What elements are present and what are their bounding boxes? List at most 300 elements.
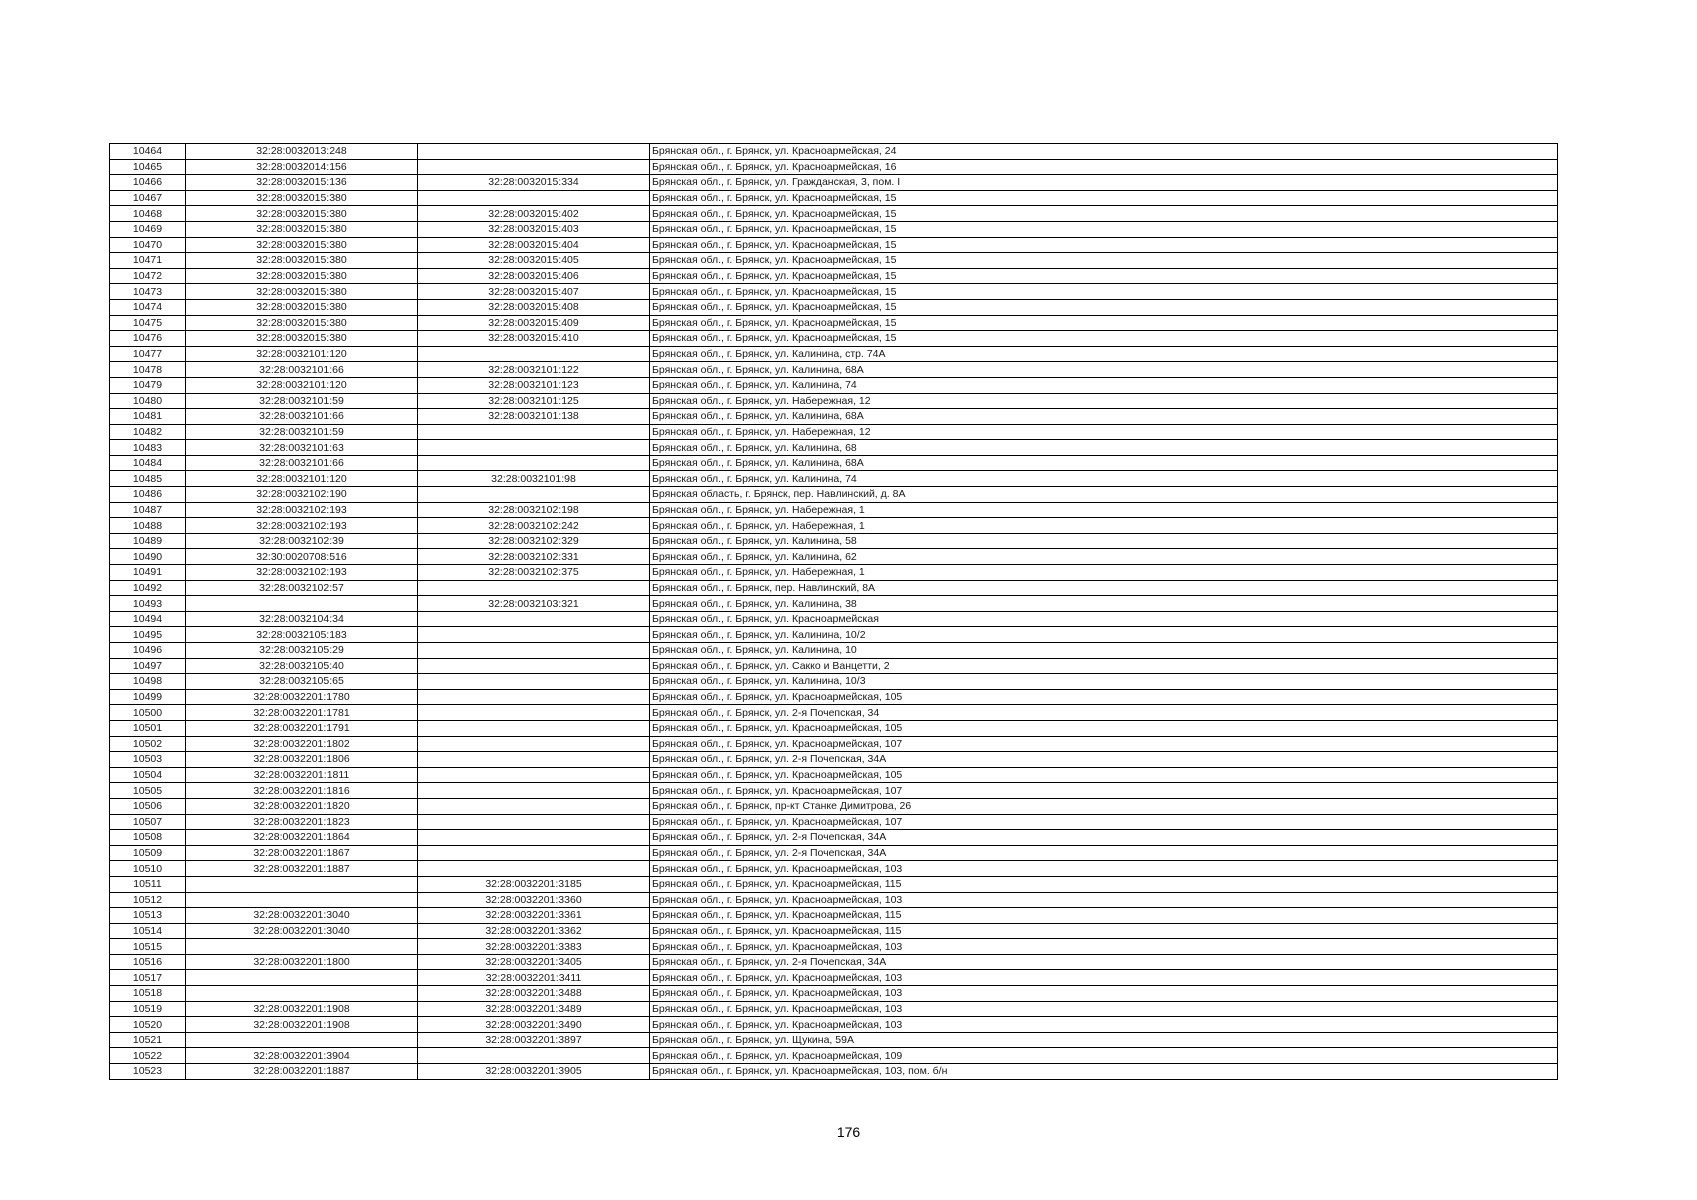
cadastral-table	[109, 143, 1558, 1080]
table-row	[110, 190, 1558, 206]
address-cell: Брянская обл., г. Брянск, ул. Красноармейская, 15	[650, 299, 1558, 315]
table-row	[110, 237, 1558, 253]
row-number-cell: 10512	[110, 892, 186, 908]
parcel-cadastral-number-cell: 32:28:0032101:63	[186, 440, 418, 456]
object-cadastral-number-cell	[418, 752, 650, 768]
row-number-cell: 10477	[110, 346, 186, 362]
table-row	[110, 861, 1558, 877]
parcel-cadastral-number-cell: 32:28:0032201:1887	[186, 861, 418, 877]
table-row	[110, 658, 1558, 674]
object-cadastral-number-cell: 32:28:0032015:334	[418, 175, 650, 191]
row-number-cell: 10510	[110, 861, 186, 877]
object-cadastral-number-cell	[418, 487, 650, 503]
row-number-cell: 10487	[110, 502, 186, 518]
parcel-cadastral-number-cell: 32:28:0032201:1800	[186, 954, 418, 970]
parcel-cadastral-number-cell: 32:28:0032201:1816	[186, 783, 418, 799]
address-cell: Брянская обл., г. Брянск, пер. Навлинский, 8А	[650, 580, 1558, 596]
table-row	[110, 518, 1558, 534]
object-cadastral-number-cell	[418, 798, 650, 814]
address-cell: Брянская обл., г. Брянск, ул. Красноармейская, 15	[650, 331, 1558, 347]
table-row	[110, 689, 1558, 705]
row-number-cell: 10489	[110, 533, 186, 549]
parcel-cadastral-number-cell: 32:28:0032201:3040	[186, 908, 418, 924]
table-row	[110, 175, 1558, 191]
address-cell: Брянская обл., г. Брянск, ул. Красноармейская, 16	[650, 159, 1558, 175]
parcel-cadastral-number-cell: 32:28:0032101:59	[186, 424, 418, 440]
parcel-cadastral-number-cell: 32:30:0020708:516	[186, 549, 418, 565]
row-number-cell: 10493	[110, 596, 186, 612]
row-number-cell: 10498	[110, 674, 186, 690]
row-number-cell: 10467	[110, 190, 186, 206]
object-cadastral-number-cell: 32:28:0032015:407	[418, 284, 650, 300]
address-cell: Брянская обл., г. Брянск, ул. Красноармейская, 115	[650, 923, 1558, 939]
table-row	[110, 736, 1558, 752]
address-cell: Брянская обл., г. Брянск, ул. Красноармейская, 103	[650, 1017, 1558, 1033]
row-number-cell: 10474	[110, 299, 186, 315]
object-cadastral-number-cell: 32:28:0032101:98	[418, 471, 650, 487]
address-cell: Брянская обл., г. Брянск, ул. Красноармейская, 15	[650, 237, 1558, 253]
table-row	[110, 939, 1558, 955]
parcel-cadastral-number-cell: 32:28:0032015:380	[186, 268, 418, 284]
address-cell: Брянская обл., г. Брянск, ул. Калинина, 10/2	[650, 627, 1558, 643]
address-cell: Брянская обл., г. Брянск, ул. Набережная, 1	[650, 518, 1558, 534]
row-number-cell: 10490	[110, 549, 186, 565]
table-row	[110, 533, 1558, 549]
object-cadastral-number-cell	[418, 440, 650, 456]
address-cell: Брянская обл., г. Брянск, ул. Красноармейская, 109	[650, 1048, 1558, 1064]
row-number-cell: 10492	[110, 580, 186, 596]
table-row	[110, 284, 1558, 300]
address-cell: Брянская обл., г. Брянск, ул. Щукина, 59А	[650, 1032, 1558, 1048]
row-number-cell: 10508	[110, 830, 186, 846]
row-number-cell: 10475	[110, 315, 186, 331]
parcel-cadastral-number-cell: 32:28:0032015:380	[186, 221, 418, 237]
row-number-cell: 10506	[110, 798, 186, 814]
parcel-cadastral-number-cell: 32:28:0032015:380	[186, 237, 418, 253]
row-number-cell: 10518	[110, 986, 186, 1002]
table-row	[110, 268, 1558, 284]
object-cadastral-number-cell: 32:28:0032201:3360	[418, 892, 650, 908]
object-cadastral-number-cell: 32:28:0032101:122	[418, 362, 650, 378]
object-cadastral-number-cell: 32:28:0032015:403	[418, 221, 650, 237]
parcel-cadastral-number-cell: 32:28:0032014:156	[186, 159, 418, 175]
object-cadastral-number-cell	[418, 658, 650, 674]
table-row	[110, 674, 1558, 690]
object-cadastral-number-cell	[418, 159, 650, 175]
address-cell: Брянская обл., г. Брянск, ул. Красноармейская, 103	[650, 1001, 1558, 1017]
table-row	[110, 362, 1558, 378]
row-number-cell: 10484	[110, 455, 186, 471]
row-number-cell: 10520	[110, 1017, 186, 1033]
object-cadastral-number-cell: 32:28:0032201:3405	[418, 954, 650, 970]
address-cell: Брянская обл., г. Брянск, ул. Красноармейская, 107	[650, 783, 1558, 799]
object-cadastral-number-cell: 32:28:0032201:3361	[418, 908, 650, 924]
address-cell: Брянская обл., г. Брянск, ул. Калинина, 68	[650, 440, 1558, 456]
row-number-cell: 10523	[110, 1064, 186, 1080]
parcel-cadastral-number-cell	[186, 1032, 418, 1048]
address-cell: Брянская обл., г. Брянск, ул. Красноармейская, 103	[650, 892, 1558, 908]
row-number-cell: 10513	[110, 908, 186, 924]
object-cadastral-number-cell: 32:28:0032101:125	[418, 393, 650, 409]
table-row	[110, 892, 1558, 908]
table-row	[110, 440, 1558, 456]
parcel-cadastral-number-cell	[186, 986, 418, 1002]
table-row	[110, 346, 1558, 362]
address-cell: Брянская обл., г. Брянск, ул. Сакко и Ванцетти, 2	[650, 658, 1558, 674]
object-cadastral-number-cell: 32:28:0032102:242	[418, 518, 650, 534]
parcel-cadastral-number-cell: 32:28:0032201:1864	[186, 830, 418, 846]
object-cadastral-number-cell	[418, 190, 650, 206]
row-number-cell: 10472	[110, 268, 186, 284]
parcel-cadastral-number-cell: 32:28:0032101:120	[186, 471, 418, 487]
parcel-cadastral-number-cell: 32:28:0032105:40	[186, 658, 418, 674]
object-cadastral-number-cell	[418, 627, 650, 643]
row-number-cell: 10466	[110, 175, 186, 191]
parcel-cadastral-number-cell: 32:28:0032101:59	[186, 393, 418, 409]
table-row	[110, 970, 1558, 986]
object-cadastral-number-cell	[418, 861, 650, 877]
parcel-cadastral-number-cell	[186, 596, 418, 612]
object-cadastral-number-cell: 32:28:0032015:405	[418, 253, 650, 269]
table-row	[110, 798, 1558, 814]
parcel-cadastral-number-cell: 32:28:0032105:65	[186, 674, 418, 690]
parcel-cadastral-number-cell: 32:28:0032201:3904	[186, 1048, 418, 1064]
address-cell: Брянская обл., г. Брянск, ул. Красноармейская, 105	[650, 689, 1558, 705]
parcel-cadastral-number-cell: 32:28:0032102:193	[186, 518, 418, 534]
table-row	[110, 705, 1558, 721]
address-cell: Брянская обл., г. Брянск, ул. Красноармейская, 15	[650, 190, 1558, 206]
parcel-cadastral-number-cell	[186, 876, 418, 892]
object-cadastral-number-cell	[418, 455, 650, 471]
object-cadastral-number-cell	[418, 643, 650, 659]
table-row	[110, 643, 1558, 659]
address-cell: Брянская обл., г. Брянск, ул. Красноармейская, 105	[650, 720, 1558, 736]
object-cadastral-number-cell	[418, 830, 650, 846]
object-cadastral-number-cell	[418, 705, 650, 721]
address-cell: Брянская обл., г. Брянск, ул. Красноармейская, 103	[650, 861, 1558, 877]
object-cadastral-number-cell: 32:28:0032102:329	[418, 533, 650, 549]
address-cell: Брянская обл., г. Брянск, ул. Красноармейская, 103	[650, 970, 1558, 986]
parcel-cadastral-number-cell: 32:28:0032015:136	[186, 175, 418, 191]
address-cell: Брянская обл., г. Брянск, ул. Калинина, 62	[650, 549, 1558, 565]
object-cadastral-number-cell	[418, 736, 650, 752]
table-row	[110, 299, 1558, 315]
address-cell: Брянская обл., г. Брянск, ул. Красноармейская, 115	[650, 908, 1558, 924]
table-row	[110, 752, 1558, 768]
table-row	[110, 596, 1558, 612]
parcel-cadastral-number-cell: 32:28:0032015:380	[186, 331, 418, 347]
row-number-cell: 10519	[110, 1001, 186, 1017]
table-row	[110, 767, 1558, 783]
address-cell: Брянская обл., г. Брянск, ул. Красноармейская, 105	[650, 767, 1558, 783]
object-cadastral-number-cell: 32:28:0032102:331	[418, 549, 650, 565]
parcel-cadastral-number-cell: 32:28:0032015:380	[186, 284, 418, 300]
parcel-cadastral-number-cell: 32:28:0032015:380	[186, 253, 418, 269]
table-row	[110, 580, 1558, 596]
parcel-cadastral-number-cell: 32:28:0032201:1781	[186, 705, 418, 721]
object-cadastral-number-cell: 32:28:0032201:3905	[418, 1064, 650, 1080]
parcel-cadastral-number-cell: 32:28:0032015:380	[186, 206, 418, 222]
parcel-cadastral-number-cell: 32:28:0032201:1780	[186, 689, 418, 705]
object-cadastral-number-cell	[418, 783, 650, 799]
row-number-cell: 10504	[110, 767, 186, 783]
page-number: 176	[836, 1124, 861, 1140]
parcel-cadastral-number-cell	[186, 939, 418, 955]
address-cell: Брянская обл., г. Брянск, ул. Красноармейская, 15	[650, 253, 1558, 269]
address-cell: Брянская область, г. Брянск, пер. Навлинский, д. 8А	[650, 487, 1558, 503]
table-row	[110, 471, 1558, 487]
row-number-cell: 10521	[110, 1032, 186, 1048]
parcel-cadastral-number-cell: 32:28:0032015:380	[186, 299, 418, 315]
row-number-cell: 10479	[110, 377, 186, 393]
parcel-cadastral-number-cell: 32:28:0032102:57	[186, 580, 418, 596]
table-row	[110, 487, 1558, 503]
parcel-cadastral-number-cell: 32:28:0032013:248	[186, 144, 418, 160]
object-cadastral-number-cell: 32:28:0032015:406	[418, 268, 650, 284]
address-cell: Брянская обл., г. Брянск, ул. 2-я Почепская, 34А	[650, 752, 1558, 768]
table-row	[110, 206, 1558, 222]
address-cell: Брянская обл., г. Брянск, ул. Набережная, 12	[650, 393, 1558, 409]
address-cell: Брянская обл., г. Брянск, ул. Калинина, 68А	[650, 455, 1558, 471]
object-cadastral-number-cell	[418, 814, 650, 830]
table-row	[110, 954, 1558, 970]
row-number-cell: 10465	[110, 159, 186, 175]
object-cadastral-number-cell: 32:28:0032201:3489	[418, 1001, 650, 1017]
row-number-cell: 10470	[110, 237, 186, 253]
parcel-cadastral-number-cell: 32:28:0032201:3040	[186, 923, 418, 939]
object-cadastral-number-cell: 32:28:0032101:138	[418, 409, 650, 425]
object-cadastral-number-cell	[418, 845, 650, 861]
table-row	[110, 502, 1558, 518]
row-number-cell: 10480	[110, 393, 186, 409]
address-cell: Брянская обл., г. Брянск, ул. 2-я Почепская, 34А	[650, 954, 1558, 970]
table-row	[110, 1017, 1558, 1033]
table-row	[110, 1032, 1558, 1048]
address-cell: Брянская обл., г. Брянск, ул. Красноармейская, 107	[650, 814, 1558, 830]
table-row	[110, 331, 1558, 347]
table-row	[110, 814, 1558, 830]
row-number-cell: 10502	[110, 736, 186, 752]
table-row	[110, 377, 1558, 393]
address-cell: Брянская обл., г. Брянск, ул. Красноармейская, 107	[650, 736, 1558, 752]
object-cadastral-number-cell: 32:28:0032015:404	[418, 237, 650, 253]
parcel-cadastral-number-cell: 32:28:0032201:1867	[186, 845, 418, 861]
table-row	[110, 393, 1558, 409]
row-number-cell: 10488	[110, 518, 186, 534]
parcel-cadastral-number-cell: 32:28:0032201:1823	[186, 814, 418, 830]
table-row	[110, 986, 1558, 1002]
row-number-cell: 10491	[110, 565, 186, 581]
address-cell: Брянская обл., г. Брянск, ул. Красноармейская, 15	[650, 206, 1558, 222]
table-row	[110, 876, 1558, 892]
object-cadastral-number-cell: 32:28:0032101:123	[418, 377, 650, 393]
address-cell: Брянская обл., г. Брянск, ул. Красноармейская, 15	[650, 284, 1558, 300]
object-cadastral-number-cell: 32:28:0032015:408	[418, 299, 650, 315]
object-cadastral-number-cell	[418, 674, 650, 690]
row-number-cell: 10497	[110, 658, 186, 674]
address-cell: Брянская обл., г. Брянск, ул. 2-я Почепская, 34А	[650, 845, 1558, 861]
row-number-cell: 10485	[110, 471, 186, 487]
parcel-cadastral-number-cell: 32:28:0032201:1802	[186, 736, 418, 752]
row-number-cell: 10500	[110, 705, 186, 721]
table-row	[110, 627, 1558, 643]
address-cell: Брянская обл., г. Брянск, ул. Калинина, 68А	[650, 409, 1558, 425]
row-number-cell: 10522	[110, 1048, 186, 1064]
row-number-cell: 10507	[110, 814, 186, 830]
table-row	[110, 549, 1558, 565]
object-cadastral-number-cell: 32:28:0032103:321	[418, 596, 650, 612]
row-number-cell: 10514	[110, 923, 186, 939]
row-number-cell: 10469	[110, 221, 186, 237]
row-number-cell: 10494	[110, 611, 186, 627]
address-cell: Брянская обл., г. Брянск, ул. Красноармейская, 15	[650, 221, 1558, 237]
table-row	[110, 159, 1558, 175]
parcel-cadastral-number-cell: 32:28:0032015:380	[186, 190, 418, 206]
parcel-cadastral-number-cell: 32:28:0032104:34	[186, 611, 418, 627]
table-row	[110, 720, 1558, 736]
cadastral-table-body	[110, 144, 1558, 1080]
address-cell: Брянская обл., г. Брянск, ул. Красноармейская, 103	[650, 986, 1558, 1002]
address-cell: Брянская обл., г. Брянск, ул. Красноармейская, 24	[650, 144, 1558, 160]
parcel-cadastral-number-cell: 32:28:0032201:1820	[186, 798, 418, 814]
object-cadastral-number-cell	[418, 689, 650, 705]
address-cell: Брянская обл., г. Брянск, ул. Калинина, 58	[650, 533, 1558, 549]
row-number-cell: 10516	[110, 954, 186, 970]
address-cell: Брянская обл., г. Брянск, пр-кт Станке Димитрова, 26	[650, 798, 1558, 814]
table-row	[110, 315, 1558, 331]
parcel-cadastral-number-cell: 32:28:0032105:29	[186, 643, 418, 659]
row-number-cell: 10505	[110, 783, 186, 799]
table-row	[110, 221, 1558, 237]
parcel-cadastral-number-cell: 32:28:0032201:1908	[186, 1001, 418, 1017]
address-cell: Брянская обл., г. Брянск, ул. Калинина, 38	[650, 596, 1558, 612]
address-cell: Брянская обл., г. Брянск, ул. Калинина, 74	[650, 377, 1558, 393]
parcel-cadastral-number-cell: 32:28:0032101:120	[186, 346, 418, 362]
table-row	[110, 845, 1558, 861]
address-cell: Брянская обл., г. Брянск, ул. Калинина, 10/3	[650, 674, 1558, 690]
parcel-cadastral-number-cell: 32:28:0032201:1806	[186, 752, 418, 768]
parcel-cadastral-number-cell: 32:28:0032101:66	[186, 409, 418, 425]
parcel-cadastral-number-cell: 32:28:0032101:66	[186, 455, 418, 471]
parcel-cadastral-number-cell: 32:28:0032201:1811	[186, 767, 418, 783]
object-cadastral-number-cell	[418, 611, 650, 627]
row-number-cell: 10503	[110, 752, 186, 768]
address-cell: Брянская обл., г. Брянск, ул. 2-я Почепская, 34	[650, 705, 1558, 721]
table-row	[110, 1001, 1558, 1017]
object-cadastral-number-cell: 32:28:0032201:3490	[418, 1017, 650, 1033]
object-cadastral-number-cell	[418, 424, 650, 440]
table-row	[110, 908, 1558, 924]
object-cadastral-number-cell: 32:28:0032201:3411	[418, 970, 650, 986]
parcel-cadastral-number-cell: 32:28:0032015:380	[186, 315, 418, 331]
object-cadastral-number-cell	[418, 580, 650, 596]
object-cadastral-number-cell: 32:28:0032201:3488	[418, 986, 650, 1002]
row-number-cell: 10486	[110, 487, 186, 503]
object-cadastral-number-cell	[418, 144, 650, 160]
object-cadastral-number-cell: 32:28:0032102:198	[418, 502, 650, 518]
row-number-cell: 10517	[110, 970, 186, 986]
object-cadastral-number-cell: 32:28:0032201:3897	[418, 1032, 650, 1048]
table-row	[110, 455, 1558, 471]
parcel-cadastral-number-cell: 32:28:0032102:39	[186, 533, 418, 549]
address-cell: Брянская обл., г. Брянск, ул. Красноармейская	[650, 611, 1558, 627]
parcel-cadastral-number-cell: 32:28:0032102:193	[186, 502, 418, 518]
row-number-cell: 10495	[110, 627, 186, 643]
parcel-cadastral-number-cell: 32:28:0032201:1791	[186, 720, 418, 736]
address-cell: Брянская обл., г. Брянск, ул. Гражданская, 3, пом. I	[650, 175, 1558, 191]
parcel-cadastral-number-cell: 32:28:0032105:183	[186, 627, 418, 643]
object-cadastral-number-cell: 32:28:0032015:409	[418, 315, 650, 331]
object-cadastral-number-cell	[418, 767, 650, 783]
row-number-cell: 10464	[110, 144, 186, 160]
address-cell: Брянская обл., г. Брянск, ул. Калинина, стр. 74А	[650, 346, 1558, 362]
table-row	[110, 783, 1558, 799]
address-cell: Брянская обл., г. Брянск, ул. Калинина, 74	[650, 471, 1558, 487]
address-cell: Брянская обл., г. Брянск, ул. Красноармейская, 15	[650, 315, 1558, 331]
object-cadastral-number-cell	[418, 720, 650, 736]
address-cell: Брянская обл., г. Брянск, ул. Набережная, 12	[650, 424, 1558, 440]
parcel-cadastral-number-cell: 32:28:0032102:193	[186, 565, 418, 581]
row-number-cell: 10515	[110, 939, 186, 955]
address-cell: Брянская обл., г. Брянск, ул. Красноармейская, 103	[650, 939, 1558, 955]
parcel-cadastral-number-cell	[186, 892, 418, 908]
address-cell: Брянская обл., г. Брянск, ул. Набережная, 1	[650, 565, 1558, 581]
table-row	[110, 424, 1558, 440]
row-number-cell: 10476	[110, 331, 186, 347]
object-cadastral-number-cell: 32:28:0032015:410	[418, 331, 650, 347]
parcel-cadastral-number-cell	[186, 970, 418, 986]
parcel-cadastral-number-cell: 32:28:0032101:66	[186, 362, 418, 378]
row-number-cell: 10482	[110, 424, 186, 440]
row-number-cell: 10478	[110, 362, 186, 378]
address-cell: Брянская обл., г. Брянск, ул. Красноармейская, 15	[650, 268, 1558, 284]
row-number-cell: 10499	[110, 689, 186, 705]
address-cell: Брянская обл., г. Брянск, ул. Набережная, 1	[650, 502, 1558, 518]
row-number-cell: 10511	[110, 876, 186, 892]
row-number-cell: 10481	[110, 409, 186, 425]
row-number-cell: 10509	[110, 845, 186, 861]
parcel-cadastral-number-cell: 32:28:0032201:1887	[186, 1064, 418, 1080]
row-number-cell: 10471	[110, 253, 186, 269]
table-row	[110, 830, 1558, 846]
parcel-cadastral-number-cell: 32:28:0032201:1908	[186, 1017, 418, 1033]
table-row	[110, 565, 1558, 581]
row-number-cell: 10501	[110, 720, 186, 736]
object-cadastral-number-cell: 32:28:0032015:402	[418, 206, 650, 222]
table-row	[110, 253, 1558, 269]
table-row	[110, 1064, 1558, 1080]
parcel-cadastral-number-cell: 32:28:0032101:120	[186, 377, 418, 393]
address-cell: Брянская обл., г. Брянск, ул. Красноармейская, 103, пом. б/н	[650, 1064, 1558, 1080]
object-cadastral-number-cell: 32:28:0032201:3383	[418, 939, 650, 955]
object-cadastral-number-cell: 32:28:0032201:3185	[418, 876, 650, 892]
table-row	[110, 923, 1558, 939]
parcel-cadastral-number-cell: 32:28:0032102:190	[186, 487, 418, 503]
object-cadastral-number-cell	[418, 346, 650, 362]
row-number-cell: 10468	[110, 206, 186, 222]
table-row	[110, 611, 1558, 627]
row-number-cell: 10496	[110, 643, 186, 659]
address-cell: Брянская обл., г. Брянск, ул. Калинина, 68А	[650, 362, 1558, 378]
row-number-cell: 10483	[110, 440, 186, 456]
object-cadastral-number-cell: 32:28:0032102:375	[418, 565, 650, 581]
address-cell: Брянская обл., г. Брянск, ул. Калинина, 10	[650, 643, 1558, 659]
object-cadastral-number-cell	[418, 1048, 650, 1064]
table-row	[110, 1048, 1558, 1064]
row-number-cell: 10473	[110, 284, 186, 300]
object-cadastral-number-cell: 32:28:0032201:3362	[418, 923, 650, 939]
address-cell: Брянская обл., г. Брянск, ул. Красноармейская, 115	[650, 876, 1558, 892]
